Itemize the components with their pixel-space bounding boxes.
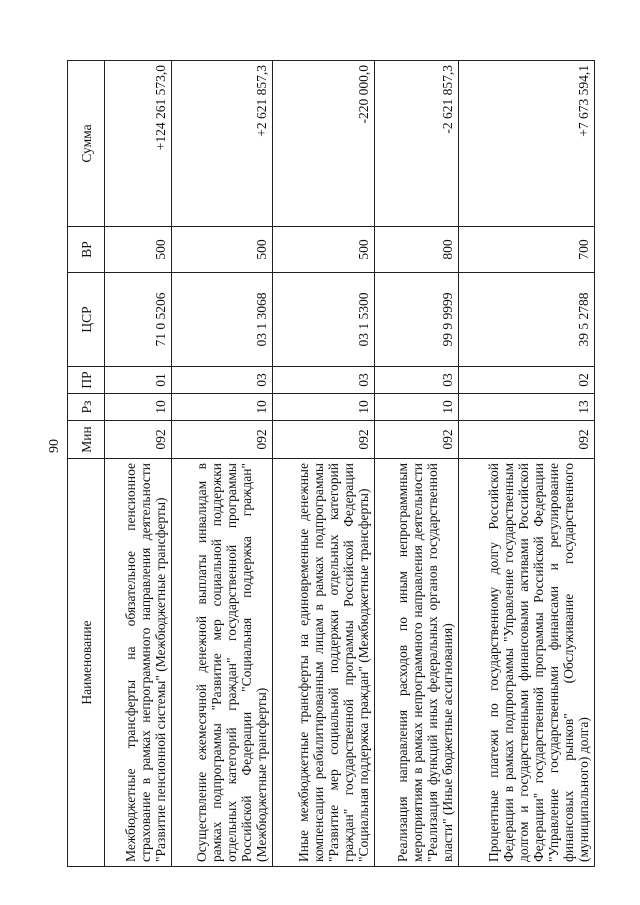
row-pr: 01 [105,367,172,394]
row-csr: 39 5 2788 [458,273,594,367]
row-csr: 03 1 3068 [171,273,272,367]
row-sum: +2 621 857,3 [171,61,272,227]
row-sum: +7 673 594,1 [458,61,594,227]
row-sum: -220 000,0 [273,61,374,227]
row-name: Осуществление ежемесячной денежной выплаты инвалидам в рамках подпрограммы "Развитие мер социальной поддержки отдельных категорий граждан" государственной программы Российской Федерации "Социальная поддержка граждан" (Межбюджетные трансферты) [171,459,272,867]
row-pr: 03 [273,367,374,394]
row-name: Процентные платежи по государственному долгу Российской Федерации в рамках подпрограммы "Управление государственным долгом и государственными финансовыми активами Российской Федерации" государственной программы Российской Федерации "Управление государственными финансами и регулирование финансовых рынков" (Обслуживание государственного (муниципального) долга) [458,459,594,867]
row-vr: 500 [273,227,374,273]
row-sum: +124 261 573,0 [105,61,172,227]
row-csr: 99 9 9999 [374,273,458,367]
row-pr: 02 [458,367,594,394]
row-rz: 13 [458,394,594,421]
header-vr: ВР [68,227,105,273]
row-vr: 500 [171,227,272,273]
row-vr: 700 [458,227,594,273]
row-min: 092 [171,421,272,459]
table-header-row [68,61,105,867]
row-vr: 500 [105,227,172,273]
row-pr: 03 [374,367,458,394]
header-rz: Рз [68,394,105,421]
table-row [374,61,458,867]
header-min: Мин [68,421,105,459]
row-min: 092 [105,421,172,459]
row-csr: 03 1 5300 [273,273,374,367]
header-pr: ПР [68,367,105,394]
row-name: Реализация направления расходов по иным непрограммным мероприятиям в рамках непрограммного направления деятельности "Реализация функций иных федеральных органов государственной власти" (Иные бюджетные ассигнования) [374,459,458,867]
row-rz: 10 [171,394,272,421]
row-sum: -2 621 857,3 [374,61,458,227]
table-row [458,61,594,867]
row-csr: 71 0 5206 [105,273,172,367]
row-pr: 03 [171,367,272,394]
page-number: 90 [47,439,62,453]
budget-table [67,60,595,867]
header-name: Наименование [68,459,105,867]
row-rz: 10 [273,394,374,421]
row-name: Иные межбюджетные трансферты на единовременные денежные компенсации реабилитированным лицам в рамках подпрограммы "Развитие мер социальной поддержки отдельных категорий граждан" государственной программы Российской Федерации "Социальная поддержка граждан" (Межбюджетные трансферты) [273,459,374,867]
row-rz: 10 [105,394,172,421]
table-row [105,61,172,867]
table-row [171,61,272,867]
row-rz: 10 [374,394,458,421]
table-row [273,61,374,867]
header-csr: ЦСР [68,273,105,367]
row-min: 092 [458,421,594,459]
header-sum: Сумма [68,61,105,227]
rotated-page-content [67,61,595,867]
row-vr: 800 [374,227,458,273]
row-min: 092 [374,421,458,459]
row-min: 092 [273,421,374,459]
row-name: Межбюджетные трансферты на обязательное пенсионное страхование в рамках непрограммного направления деятельности "Развитие пенсионной системы" (Межбюджетные трансферты) [105,459,172,867]
